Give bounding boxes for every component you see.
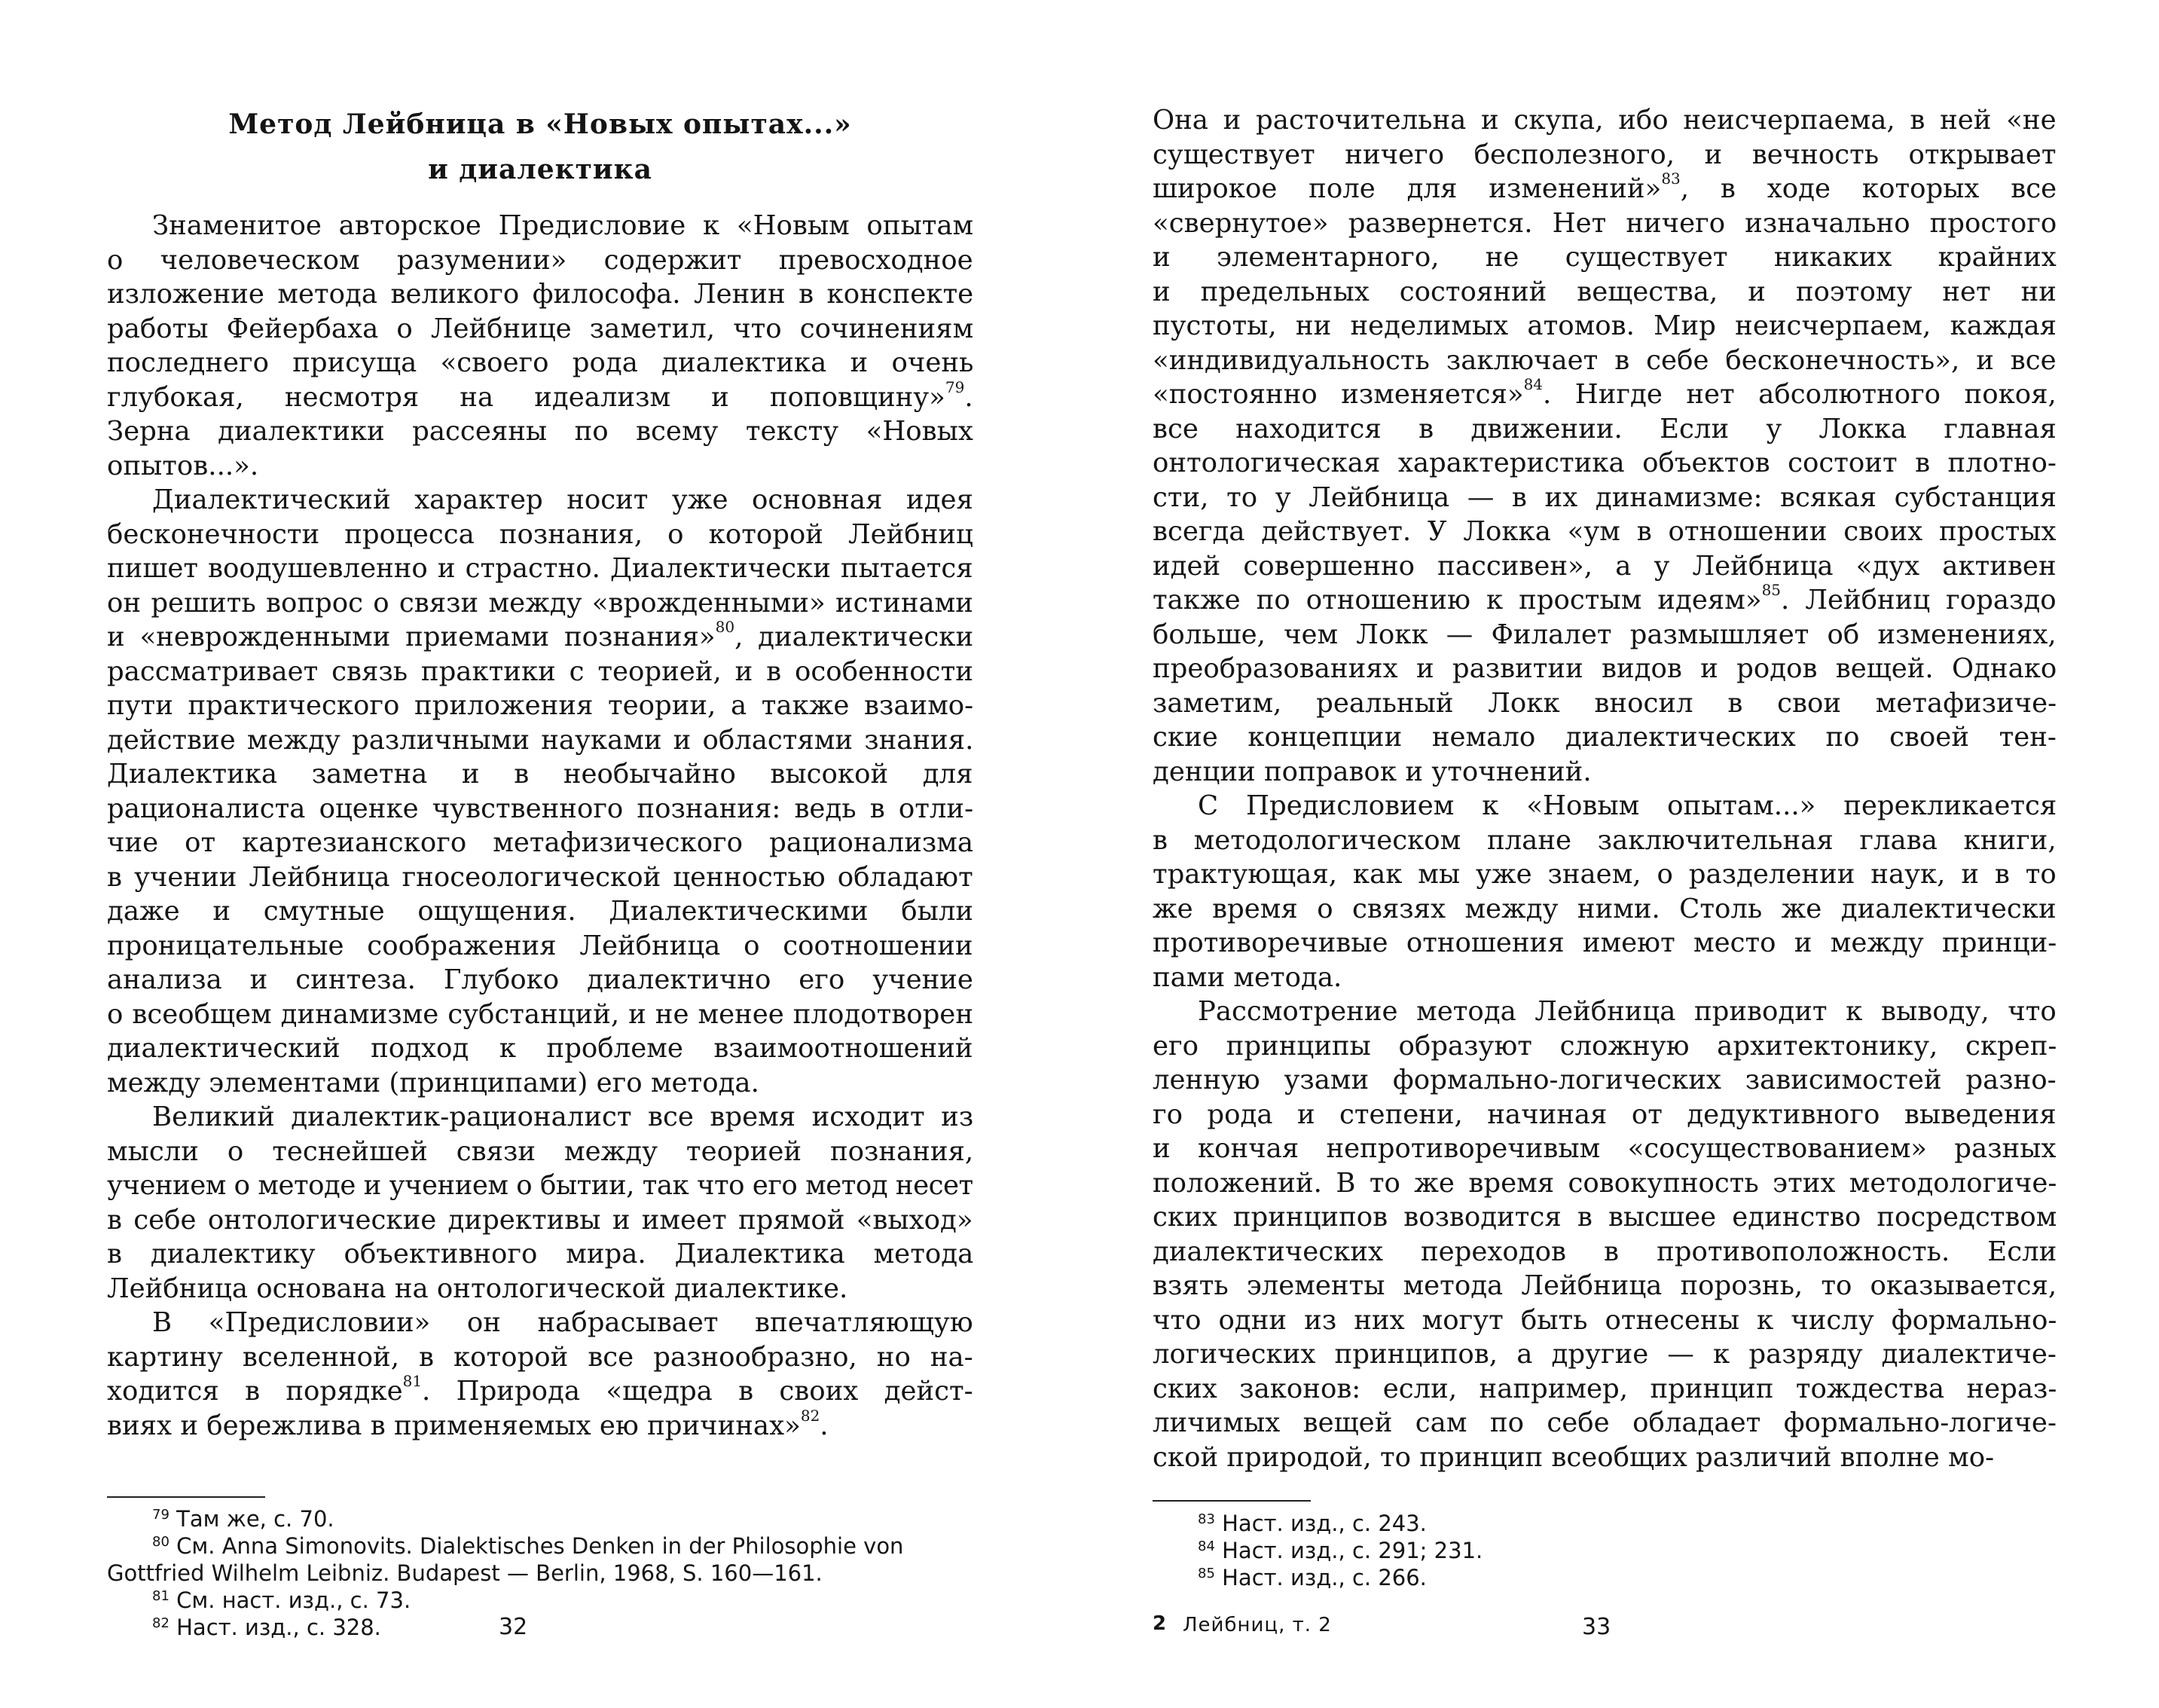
footnote: $^{83}$ Наст. изд., с. 243.	[1198, 1511, 1427, 1536]
text-line: в методологическом плане заключительная глава книги,	[1153, 824, 2057, 856]
text-line: он решить вопрос о связи между «врожденными» истинами	[107, 587, 973, 619]
text-line: пути практического приложения теории, а также взаимо-	[107, 690, 974, 721]
text-line: Зерна диалектики рассеяны по всему тексту «Новых	[107, 416, 973, 447]
text-line: и кончая непротиворечивым «сосуществованием» разных	[1153, 1133, 2057, 1164]
text-line: противоречивые отношения имеют место и между принци-	[1153, 927, 2057, 958]
text-line: Рассмотрение метода Лейбница приводит к выводу, что	[1198, 996, 2057, 1027]
text-line: сти, то у Лейбница — в их динамизме: всякая субстанция	[1153, 481, 2057, 513]
text-line: пустоты, ни неделимых атомов. Мир неисчерпаем, каждая	[1153, 310, 2057, 341]
footnote: $^{81}$ См. наст. изд., с. 73.	[152, 1587, 411, 1613]
text-line: опытов...».	[107, 450, 259, 481]
text-line: онтологическая характеристика объектов состоит в плотно-	[1153, 448, 2057, 478]
text-line: взять элементы метода Лейбница порознь, то оказывается,	[1153, 1270, 2057, 1301]
text-line: ские концепции немало диалектических по своей тен-	[1153, 722, 2057, 753]
text-line: о всеобщем динамизме субстанций, и не менее плодотворен	[107, 998, 973, 1030]
text-line: ленную узами формально-логических зависимостей разно-	[1153, 1065, 2057, 1095]
text-line: Она и расточительна и скупа, ибо неисчерпаема, в ней «не	[1153, 105, 2057, 136]
text-line: бесконечности процесса познания, о которой Лейбниц	[107, 518, 973, 550]
text-line: и элементарного, не существует никаких крайних	[1153, 242, 2057, 273]
footnote-ref: 80	[715, 618, 735, 636]
text-line: последнего присуща «своего рода диалектика и очень	[107, 347, 974, 378]
text-line: больше, чем Локк — Филалет размышляет об изменениях,	[1153, 619, 2057, 650]
text-line: преобразованиях и развитии видов и родов вещей. Однако	[1153, 653, 2057, 684]
text-line: ских законов: если, например, принцип тождества нераз-	[1153, 1373, 2057, 1404]
text-line: диалектический подход к проблеме взаимоотношений	[107, 1033, 973, 1064]
text-line: «свернутое» развернется. Нет ничего изначально простого	[1153, 207, 2057, 239]
text-line: работы Фейербаха о Лейбнице заметил, что сочинениям	[107, 313, 974, 344]
text-line: же время о связях между ними. Столь же диалектически	[1153, 893, 2057, 924]
text-line: его принципы образуют сложную архитектонику, скреп-	[1153, 1030, 2057, 1062]
text-line: Диалектика заметна и в необычайно высокой для	[107, 759, 973, 790]
text-line: ских принципов возводится в высшее единство посредством	[1153, 1202, 2057, 1233]
footnote-rule	[107, 1496, 265, 1498]
text-line: заметим, реальный Локк вносил в свои метафизиче-	[1153, 687, 2057, 719]
text-line: С Предисловием к «Новым опытам...» перекликается	[1198, 790, 2057, 821]
text-line: Великий диалектик-рационалист все время исходит из	[152, 1101, 974, 1132]
text-line: «постоянно изменяется»$^{84}$. Нигде нет абсолютного покоя,	[1153, 375, 2057, 410]
text-line: Диалектический характер носит уже основная идея	[152, 484, 973, 515]
text-line: всегда действует. У Локка «ум в отношении своих простых	[1153, 516, 2057, 547]
text-line: о человеческом разумении» содержит превосходное	[107, 244, 973, 276]
text-line: чие от картезианского метафизического рационализма	[107, 827, 973, 858]
signature-text: Лейбниц, т. 2	[1183, 1614, 1332, 1636]
text-line: что одни из них могут быть отнесены к числу формально-	[1153, 1304, 2057, 1336]
text-line: широкое поле для изменений»$^{83}$, в ходе которых все	[1153, 170, 2057, 204]
footnote: $^{84}$ Наст. изд., с. 291; 231.	[1198, 1538, 1483, 1563]
text-line: виях и бережлива в применяемых ею причинах»$^{82}$.	[107, 1406, 829, 1441]
text-line: глубокая, несмотря на идеализм и поповщину»$^{79}$.	[107, 377, 973, 413]
signature-number: 2	[1153, 1612, 1167, 1635]
text-line: анализа и синтеза. Глубоко диалектично его учение	[107, 964, 973, 995]
text-line: Знаменитое авторское Предисловие к «Новым опытам	[152, 210, 974, 241]
text-line: даже и смутные ощущения. Диалектическими были	[107, 896, 974, 927]
footnote: $^{80}$ См. Anna Simonovits. Dialektisches Denken in der Philosophie von	[152, 1533, 904, 1559]
section-heading-line2: и диалектика	[428, 154, 652, 185]
text-line: «индивидуальность заключает в себе бесконечность», и все	[1153, 344, 2057, 376]
footnote-ref: 82	[800, 1406, 820, 1425]
page-number: 33	[1582, 1614, 1611, 1640]
text-line: в себе онтологические директивы и имеет прямой «выход»	[107, 1204, 973, 1236]
text-line: диалектических переходов в противоположность. Если	[1153, 1236, 2057, 1267]
text-line: в учении Лейбница гносеологической ценностью обладают	[107, 861, 973, 893]
footnote-rule	[1153, 1500, 1311, 1502]
text-line: положений. В то же время совокупность этих методологиче-	[1153, 1167, 2057, 1199]
text-line: и «неврожденными приемами познания»$^{80}$, диалектически	[107, 618, 974, 652]
footnote: $^{85}$ Наст. изд., с. 266.	[1198, 1565, 1427, 1590]
text-line: денции поправок и уточнений.	[1153, 756, 1592, 787]
footnote: $^{79}$ Там же, с. 70.	[152, 1506, 334, 1532]
section-heading: Метод Лейбница в «Новых опытах...»	[228, 108, 852, 140]
text-line: все находится в движении. Если у Локка главная	[1153, 413, 2057, 445]
text-line: Лейбница основана на онтологической диалектике.	[107, 1273, 848, 1304]
text-line: изложение метода великого философа. Ленин в конспекте	[107, 279, 974, 310]
text-line: рассматривает связь практики с теорией, и в особенности	[107, 655, 973, 687]
footnote-ref: 81	[402, 1372, 423, 1390]
footnote-ref: 84	[1523, 375, 1544, 393]
text-line: логических принципов, а другие — к разряду диалектиче-	[1153, 1339, 2057, 1370]
text-line: В «Предисловии» он набрасывает впечатляющую	[152, 1307, 973, 1338]
text-line: также по отношению к простым идеям»$^{85}$. Лейбниц гораздо	[1153, 581, 2057, 616]
text-line: рационалиста оценке чувственного познания: ведь в отли-	[107, 793, 974, 824]
text-line: и предельных состояний вещества, и поэтому нет ни	[1153, 276, 2057, 307]
text-line: го рода и степени, начиная от дедуктивного выведения	[1153, 1098, 2057, 1130]
text-line: личимых вещей сам по себе обладает формально-логиче-	[1153, 1407, 2057, 1438]
text-line: между элементами (принципами) его метода.	[107, 1067, 759, 1098]
text-line: проницательные соображения Лейбница о соотношении	[107, 930, 973, 961]
text-line: ходится в порядке$^{81}$. Природа «щедра в своих дейст-	[107, 1372, 973, 1407]
footnote: $^{82}$ Наст. изд., с. 328.	[152, 1615, 381, 1640]
page-number: 32	[499, 1614, 528, 1640]
text-line: учением о методе и учением о бытии, так что его метод несет	[107, 1170, 973, 1201]
footnote-ref: 79	[945, 377, 965, 396]
footnote: Gottfried Wilhelm Leibniz. Budapest — Berlin, 1968, S. 160—161.	[107, 1560, 823, 1586]
text-line: ской природой, то принцип всеобщих различий вполне мо-	[1153, 1441, 1995, 1473]
text-line: действие между различными науками и областями знания.	[107, 724, 974, 756]
text-line: трактующая, как мы уже знаем, о разделении наук, и в то	[1153, 859, 2057, 890]
text-line: идей совершенно пассивен», а у Лейбница «дух активен	[1153, 550, 2057, 582]
text-line: пишет воодушевленно и страстно. Диалектически пытается	[107, 553, 973, 584]
text-line: в диалектику объективного мира. Диалектика метода	[107, 1239, 974, 1270]
footnote-ref: 83	[1661, 170, 1681, 188]
text-line: картину вселенной, в которой все разнообразно, но на-	[107, 1341, 973, 1373]
footnote-ref: 85	[1761, 581, 1782, 599]
text-line: мысли о теснейшей связи между теорией познания,	[107, 1135, 974, 1167]
text-line: пами метода.	[1153, 961, 1342, 993]
text-line: существует ничего бесполезного, и вечность открывает	[1153, 139, 2057, 170]
